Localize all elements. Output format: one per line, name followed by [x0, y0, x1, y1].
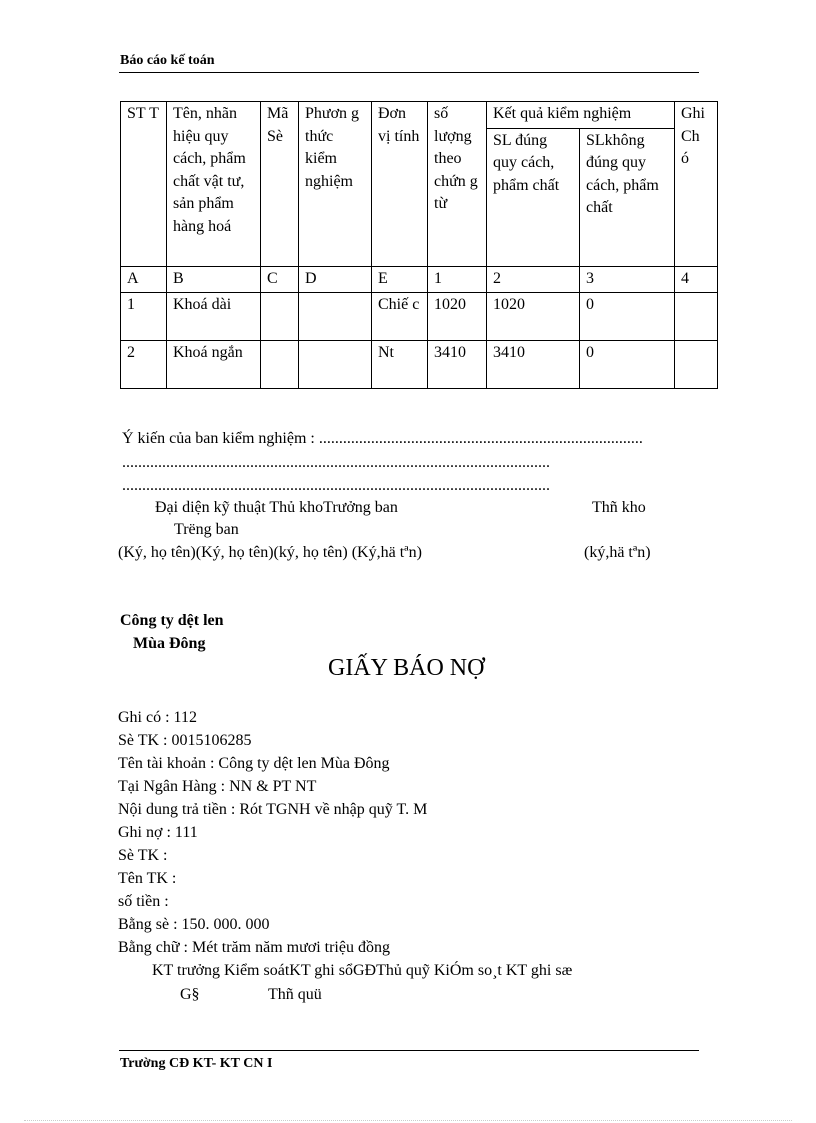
- detail-line: Sè TK : 0015106285: [118, 732, 252, 749]
- opinion-dots-line-2: ...........................................................................................................: [122, 454, 550, 471]
- page-header-title: Báo cáo kế toán: [120, 53, 215, 68]
- row-method: [299, 341, 372, 389]
- opinion-line: [122, 428, 643, 450]
- code-cell: 4: [675, 266, 718, 293]
- code-cell: E: [372, 266, 428, 293]
- detail-line: Nội dung trả tiền : Rót TGNH về nhập quỹ T. M: [118, 801, 428, 818]
- row-qty-doc: 1020: [428, 293, 487, 341]
- row-sl-ok: 3410: [487, 341, 580, 389]
- footer-rule: [119, 1050, 699, 1051]
- company-name-line2: Mùa Đông: [133, 635, 206, 652]
- header-sl-ok: SL đúng quy cách, phẩm chất: [487, 128, 580, 266]
- code-cell: A: [121, 266, 167, 293]
- row-qty-doc: 3410: [428, 341, 487, 389]
- signature-sign-right: (ký,hä tªn): [584, 544, 651, 561]
- detail-line: Sè TK :: [118, 847, 168, 864]
- detail-line: Bằng sè : 150. 000. 000: [118, 916, 270, 933]
- row-note: [675, 341, 718, 389]
- row-code: [261, 293, 299, 341]
- header-note: Ghi Ch ó: [675, 102, 718, 267]
- table-header-row: [121, 102, 718, 129]
- detail-line: Bằng chữ : Mét trăm năm mươi triệu đồng: [118, 939, 390, 956]
- header-code: Mã Sè: [261, 102, 299, 267]
- header-unit: Đơn vị tính: [372, 102, 428, 267]
- opinion-dots-line-3: ...........................................................................................................: [122, 477, 550, 494]
- row-sl-not-ok: 0: [580, 341, 675, 389]
- signature2-gd: G§: [180, 986, 200, 1003]
- signature2-treasurer: Thñ quü: [268, 986, 322, 1003]
- header-name: Tên, nhãn hiệu quy cách, phẩm chất vật tư, sản phẩm hàng hoá: [167, 102, 261, 267]
- opinion-dots: .................................................................................: [318, 430, 643, 447]
- code-cell: C: [261, 266, 299, 293]
- detail-line: Tên TK :: [118, 870, 177, 887]
- header-stt: ST T: [121, 102, 167, 267]
- signature-roles: Đại diện kỹ thuật Thủ khoTrưởng ban: [155, 499, 398, 516]
- row-method: [299, 293, 372, 341]
- table-code-row: [121, 266, 718, 293]
- header-method: Phươn g thức kiểm nghiệm: [299, 102, 372, 267]
- row-unit: Nt: [372, 341, 428, 389]
- header-result-group: Kết quả kiểm nghiệm: [487, 102, 675, 129]
- signature-sign-line: (Ký, họ tên)(Ký, họ tên)(ký, họ tên) (Ký,hä tªn): [118, 544, 422, 561]
- row-name: Khoá dài: [167, 293, 261, 341]
- row-sl-ok: 1020: [487, 293, 580, 341]
- header-rule: [119, 72, 699, 73]
- header-qty-doc: số lượng theo chứn g từ: [428, 102, 487, 267]
- row-note: [675, 293, 718, 341]
- code-cell: D: [299, 266, 372, 293]
- row-code: [261, 341, 299, 389]
- code-cell: 1: [428, 266, 487, 293]
- row-unit: Chiế c: [372, 293, 428, 341]
- inspection-table: [120, 101, 718, 389]
- document-title: GIẤY BÁO NỢ: [328, 655, 485, 681]
- row-stt: 2: [121, 341, 167, 389]
- detail-line: Ghi có : 112: [118, 709, 197, 726]
- detail-line: số tiền :: [118, 893, 169, 910]
- row-sl-not-ok: 0: [580, 293, 675, 341]
- page-footer-title: Trường CĐ KT- KT CN I: [120, 1056, 273, 1071]
- signature2-roles: KT trưởng Kiểm soátKT ghi sổGĐThủ quỹ KiÓm so¸t KT ghi sæ: [152, 962, 573, 979]
- table-row: [121, 341, 718, 389]
- code-cell: B: [167, 266, 261, 293]
- detail-line: Ghi nợ : 111: [118, 824, 198, 841]
- row-stt: 1: [121, 293, 167, 341]
- row-name: Khoá ngắn: [167, 341, 261, 389]
- detail-line: Tại Ngân Hàng : NN & PT NT: [118, 778, 317, 795]
- signature-role-right: Thñ kho: [592, 499, 646, 516]
- company-name-line1: Công ty dệt len: [120, 612, 224, 629]
- code-cell: 3: [580, 266, 675, 293]
- signature-roles-cont: Trëng ban: [174, 521, 239, 538]
- opinion-label: Ý kiến của ban kiểm nghiệm :: [122, 430, 315, 447]
- page-bottom-border: [24, 1120, 792, 1121]
- header-sl-not-ok: SLkhông đúng quy cách, phẩm chất: [580, 128, 675, 266]
- code-cell: 2: [487, 266, 580, 293]
- detail-line: Tên tài khoản : Công ty dệt len Mùa Đông: [118, 755, 390, 772]
- table-row: [121, 293, 718, 341]
